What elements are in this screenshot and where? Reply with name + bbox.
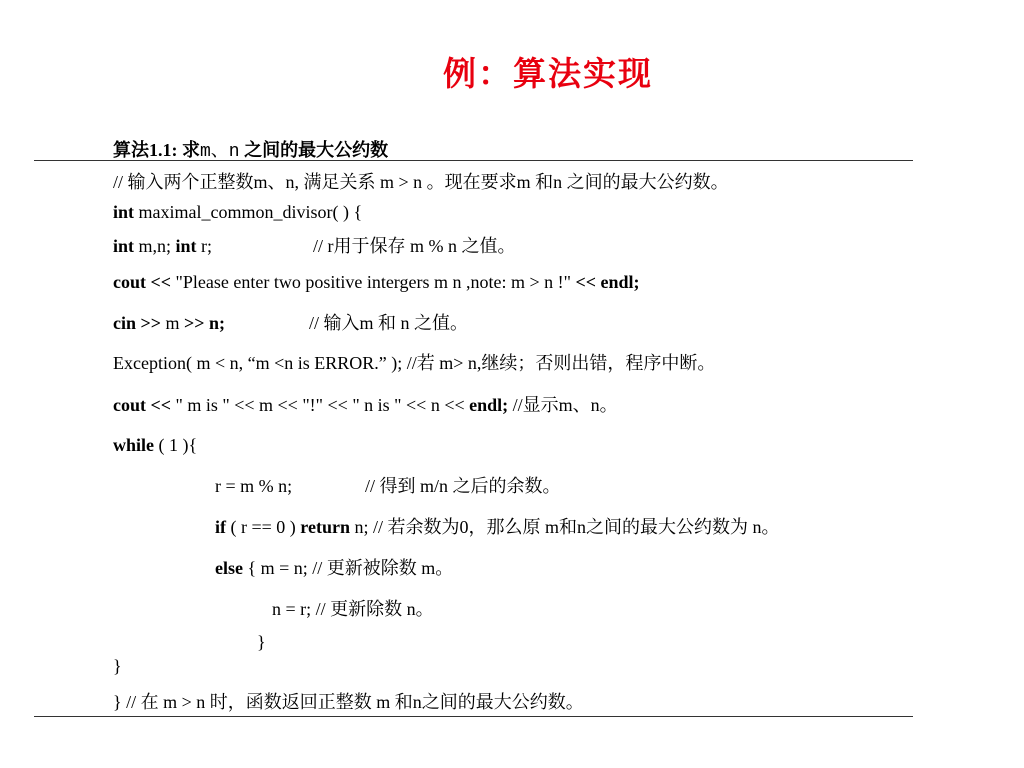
code-line-1: // 输入两个正整数m、n, 满足关系 m > n 。现在要求m 和n 之间的最大公约数。 (113, 172, 729, 192)
code-line-15: } // 在 m > n 时，函数返回正整数 m 和n之间的最大公约数。 (113, 692, 584, 712)
code-line-3 (113, 235, 212, 257)
code-line-7 (113, 394, 618, 416)
keyword-int: int (175, 236, 197, 256)
code-comment-5: // 输入m 和 n 之值。 (309, 313, 469, 333)
code-line-11 (215, 557, 453, 579)
code-text: n; // 若余数为0，那么原 m和n之间的最大公约数为 n。 (349, 517, 780, 537)
bottom-divider (34, 716, 913, 717)
keyword-endl: << endl; (575, 272, 640, 292)
code-text: maximal_common_divisor( ) { (134, 202, 363, 222)
algorithm-heading-post: 之间的最大公约数 (239, 140, 389, 160)
code-text: m (161, 313, 185, 333)
code-text: ( 1 ){ (154, 435, 198, 455)
top-divider (34, 160, 913, 161)
code-text: ( r == 0 ) (226, 517, 301, 537)
code-text: n; (204, 313, 226, 333)
code-line-2 (113, 201, 362, 223)
keyword-while: while (113, 435, 155, 455)
code-text: m,n; (134, 236, 176, 256)
code-line-10 (215, 516, 779, 538)
keyword-cout: cout << (113, 395, 172, 415)
keyword-endl: endl; (469, 395, 509, 415)
code-comment: //显示m、n。 (508, 395, 618, 415)
algorithm-heading-pre: 求 (182, 140, 200, 160)
code-text: { m = n; // 更新被除数 m。 (242, 558, 454, 578)
code-line-13: } (257, 632, 266, 652)
code-line-6: Exception( m < n, “m <n is ERROR.” ); //若 m> n,继续；否则出错，程序中断。 (113, 353, 716, 373)
algorithm-heading (113, 136, 388, 162)
keyword-if: if (215, 517, 226, 537)
code-line-4 (113, 271, 639, 293)
code-line-12: n = r; // 更新除数 n。 (272, 599, 434, 619)
keyword-int: int (113, 236, 135, 256)
algorithm-heading-vars: m、n (200, 142, 240, 162)
code-line-5 (113, 312, 225, 334)
code-line-9: r = m % n; (215, 476, 293, 496)
algorithm-label: 算法1.1: (113, 140, 178, 160)
keyword-int: int (113, 202, 135, 222)
keyword-return: return (300, 517, 350, 537)
code-line-8 (113, 434, 197, 456)
code-text: r; (196, 236, 213, 256)
keyword-else: else (215, 558, 243, 578)
code-text: " m is " << m << "!" << " n is " << n << (171, 395, 470, 415)
keyword-cin: cin >> (113, 313, 162, 333)
operator: >> (184, 313, 205, 333)
slide-title: 例：算法实现 (443, 57, 653, 93)
code-string: "Please enter two positive intergers m n ,note: m > n !" (171, 272, 576, 292)
code-line-14: } (113, 656, 122, 676)
keyword-cout: cout << (113, 272, 172, 292)
code-comment-9: // 得到 m/n 之后的余数。 (365, 476, 561, 496)
code-comment-3: // r用于保存 m % n 之值。 (313, 236, 516, 256)
